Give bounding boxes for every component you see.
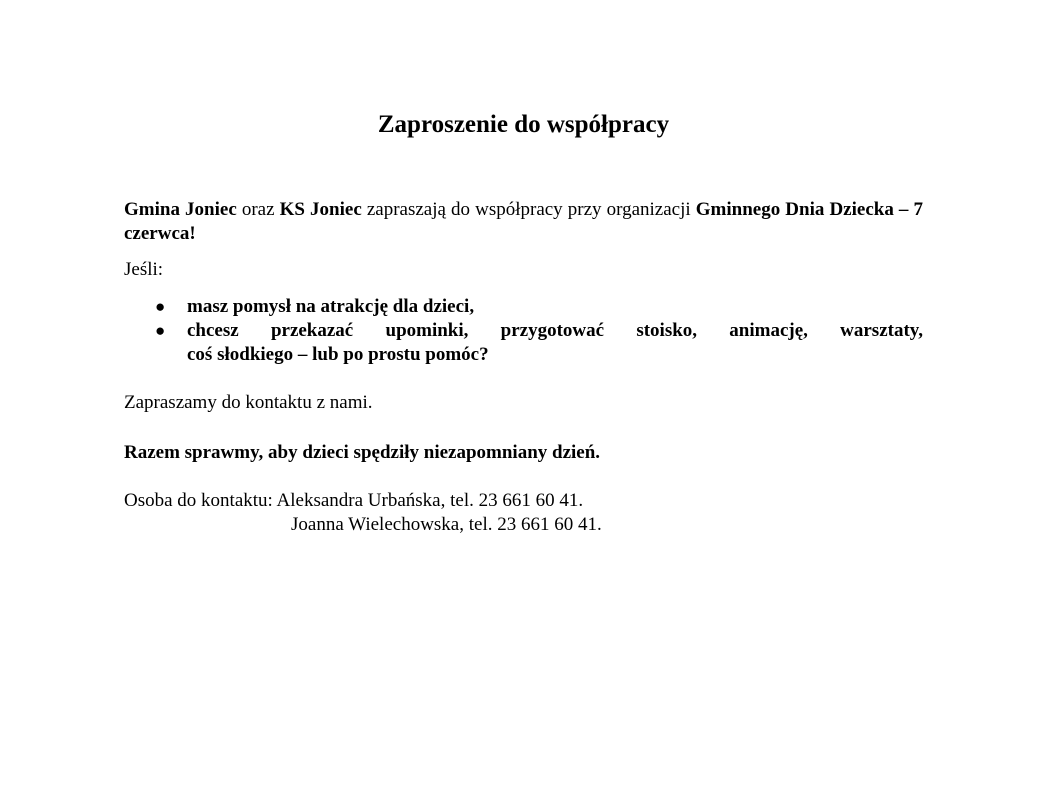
contact-person-2: Joanna Wielechowska, tel. 23 661 60 41. — [291, 514, 602, 535]
intro-and: oraz — [236, 199, 280, 220]
contact-line-2 — [124, 513, 923, 537]
contact-invite: Zapraszamy do kontaktu z nami. — [124, 392, 373, 413]
bullet-icon: ● — [155, 321, 166, 340]
intro-paragraph — [124, 198, 923, 246]
together-slogan: Razem sprawmy, aby dzieci spędziły niezapomniany dzień. — [124, 442, 601, 463]
if-label: Jeśli: — [124, 259, 164, 280]
page-title: Zaproszenie do współpracy — [377, 111, 670, 138]
contact-label: Osoba do kontaktu: — [124, 490, 277, 511]
contact-person-1: Aleksandra Urbańska, tel. 23 661 60 41. — [276, 490, 584, 511]
bullet-text-2-line2: coś słodkiego – lub po prostu pomóc? — [187, 344, 489, 365]
list-item — [124, 295, 923, 319]
event-name-part1: Gminnego Dnia — [695, 199, 825, 220]
org-ks: KS Joniec — [279, 199, 362, 220]
contact-block — [124, 489, 923, 537]
bullet-icon: ● — [155, 297, 166, 316]
intro-middle: zapraszają do współpracy przy organizacji — [361, 199, 696, 220]
bullet-text-1: masz pomysł na atrakcję dla dzieci, — [187, 296, 475, 317]
event-name-part2: Dziecka – 7 czerwca! — [124, 199, 923, 244]
org-gmina: Gmina Joniec — [124, 199, 237, 220]
bullet-text-2-line1: chcesz przekazać upominki, przygotować stoisko, animację, warsztaty, — [187, 320, 923, 341]
document-body — [124, 198, 923, 537]
list-item — [124, 319, 923, 367]
contact-line-1 — [124, 489, 923, 513]
bullet-list — [124, 295, 923, 367]
